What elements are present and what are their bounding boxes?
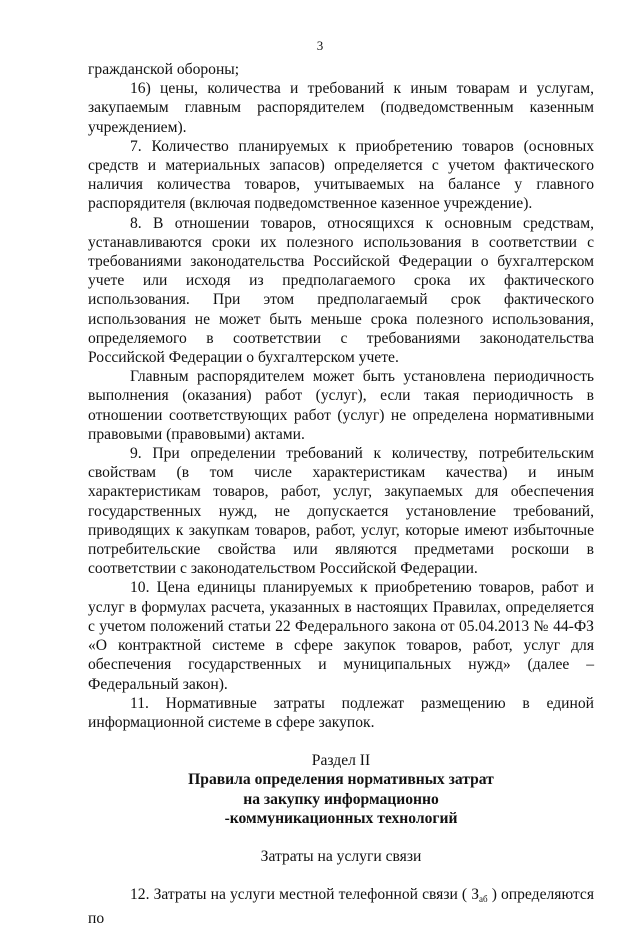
section-label: Раздел II — [311, 752, 371, 770]
page-number: 3 — [316, 38, 324, 53]
paragraph-clause-12 — [88, 885, 594, 928]
clause-12-text-start: 12. Затраты на услуги местной телефонной связи ( — [130, 886, 472, 904]
document-body — [88, 60, 594, 929]
paragraph-periodicity: Главным распорядителем может быть установлена периодичность выполнения (оказания) работ (услуг), если такая периодичность в отношении соответствующих работ (услуг) не определена нормативными правовыми (правовыми) актами. — [88, 368, 594, 443]
section-title-line-1: Правила определения нормативных затрат — [188, 771, 494, 789]
cost-symbol-subscript: аб — [479, 894, 488, 905]
section-title-line-3: -коммуникационных технологий — [224, 809, 458, 827]
paragraph-civil-defense: гражданской обороны; — [88, 61, 240, 78]
paragraph-clause-8: 8. В отношении товаров, относящихся к основным средствам, устанавливаются сроки их полезного использования в соответствии с требованиями законодательства Российской Федерации о бухгалтерском учете или исходя из предполагаемого срока их фактического использования. При этом предполагаемый срок фактического использования не может быть меньше срока полезного использования, определяемого в соответствии с требованиями законодательства Российской Федерации о бухгалтерском учете. — [88, 214, 594, 367]
paragraph-item-16: 16) цены, количества и требований к иным товарам и услугам, закупаемым главным распорядителем (подведомственным казенным учреждением). — [88, 80, 594, 136]
paragraph-clause-9: 9. При определении требований к количеству, потребительским свойствам (в том числе характеристикам качества) и иным характеристикам товаров, работ, услуг, закупаемых для обеспечения государственных нужд, не допускается установление требований, приводящих к закупкам товаров, работ, услуг, которые имеют избыточные потребительские свойства или являются предметами роскоши в соответствии с законодательством Российской Федерации. — [88, 445, 594, 578]
section-title-line-2: на закупку информационно — [243, 790, 439, 808]
cost-symbol: З — [471, 886, 480, 904]
paragraph-clause-7: 7. Количество планируемых к приобретению товаров (основных средств и материальных запасов) определяется с учетом фактического наличия количества товаров, учитываемых на балансе у главного распорядителя (включая подведомственное казенное учреждение). — [88, 137, 594, 213]
paragraph-clause-11: 11. Нормативные затраты подлежат размещению в единой информационной системе в сфере закупок. — [88, 694, 594, 731]
subsection-title: Затраты на услуги связи — [260, 847, 422, 865]
paragraph-clause-10: 10. Цена единицы планируемых к приобретению товаров, работ и услуг в формулах расчета, указанных в настоящих Правилах, определяется с учетом положений статьи 22 Федерального закона от 05.04.2013 № 44-ФЗ «О контрактной системе в сфере закупок товаров, работ, услуг для обеспечения государственных и муниципальных нужд» (далее – Федеральный закон). — [88, 579, 594, 693]
clause-12-text-end: ) определяются по — [88, 886, 594, 928]
